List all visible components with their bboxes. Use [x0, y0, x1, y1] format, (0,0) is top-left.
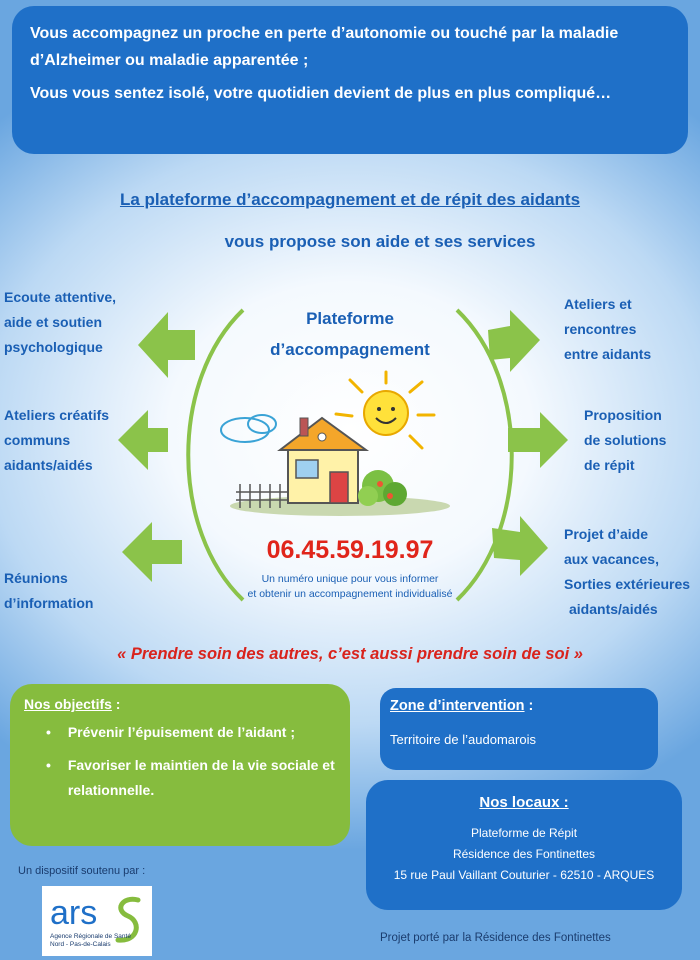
service-left-3-line1: Réunions: [4, 570, 68, 586]
objectives-list: [24, 720, 336, 803]
phone-number[interactable]: 06.45.59.19.97: [266, 536, 434, 564]
objectives-heading-text: Nos objectifs: [24, 696, 112, 712]
locaux-address: [366, 823, 682, 886]
service-left-1-line3: psychologique: [4, 339, 103, 355]
service-right-3-line2: aux vacances,: [564, 551, 659, 567]
arrow-left-1: [138, 312, 195, 378]
objective-text: Prévenir l’épuisement de l’aidant ;: [67, 724, 296, 740]
objectives-box: [10, 684, 350, 846]
service-left-1-line1: Ecoute attentive,: [4, 289, 117, 305]
ars-logo-sub2: Nord - Pas-de-Calais: [50, 941, 111, 948]
phone-note-line1: Un numéro unique pour vous informer: [261, 573, 439, 585]
service-right-2-line2: de solutions: [584, 432, 667, 448]
phone-note-line2: et obtenir un accompagnement individualisé: [247, 588, 453, 600]
service-right-1-line1: Ateliers et: [564, 296, 632, 312]
service-right-2: [584, 403, 666, 478]
main-title-text: La plateforme d’accompagnement et de répit des aidants: [119, 190, 581, 209]
cloud-drawing: [221, 415, 276, 442]
service-left-2: [4, 403, 109, 478]
zone-box: [380, 688, 658, 770]
project-credit: Projet porté par la Résidence des Fontinettes: [380, 932, 611, 944]
service-right-3-line1: Projet d’aide: [564, 526, 649, 542]
bullet-icon: •: [46, 724, 51, 740]
objectives-heading: [24, 696, 336, 712]
locaux-box: [366, 780, 682, 910]
platform-title-line1: Plateforme: [306, 309, 394, 328]
zone-heading: [390, 698, 648, 714]
ars-logo: [42, 886, 152, 956]
bullet-icon: •: [46, 757, 51, 773]
sub-title: vous propose son aide et ses services: [224, 232, 536, 251]
zone-value: Territoire de l’audomarois: [390, 732, 536, 747]
service-left-1-line2: aide et soutien: [4, 314, 103, 330]
objective-item: [24, 753, 336, 803]
service-right-1-line3: entre aidants: [564, 346, 652, 362]
service-right-1-line2: rencontres: [564, 321, 637, 337]
service-left-3: [4, 566, 93, 616]
ars-logo-text: ars: [50, 894, 98, 932]
arrow-right-2: [508, 412, 568, 468]
objective-item: [24, 720, 336, 745]
service-right-1: [564, 292, 651, 367]
service-right-3: [564, 522, 700, 622]
platform-title: [210, 303, 490, 365]
service-right-2-line3: de répit: [584, 457, 635, 473]
bush-drawing: [358, 470, 407, 506]
phone-note: [200, 572, 500, 602]
zone-heading-text: Zone d’intervention: [390, 698, 525, 714]
service-right-3-line3: Sorties extérieures: [564, 576, 691, 592]
service-left-1: [4, 285, 116, 360]
zone-heading-colon: :: [524, 698, 534, 714]
arrow-left-3: [122, 522, 182, 582]
service-right-2-line1: Proposition: [584, 407, 662, 423]
support-label: Un dispositif soutenu par :: [18, 865, 146, 877]
objectives-heading-colon: :: [111, 696, 121, 712]
sun-drawing: [336, 372, 434, 448]
ars-logo-graphic: [42, 886, 152, 956]
house-drawing: [280, 418, 366, 503]
locaux-line3: 15 rue Paul Vaillant Couturier - 62510 - ARQUES: [393, 868, 655, 882]
service-left-2-line2: communs: [4, 432, 71, 448]
locaux-line2: Résidence des Fontinettes: [452, 847, 596, 861]
locaux-heading: Nos locaux :: [479, 794, 569, 811]
service-left-2-line3: aidants/aidés: [4, 457, 93, 473]
platform-title-line2: d’accompagnement: [270, 340, 430, 359]
quote: « Prendre soin des autres, c’est aussi prendre soin de soi »: [117, 645, 583, 663]
service-left-2-line1: Ateliers créatifs: [4, 407, 110, 423]
arrow-left-2: [118, 410, 168, 470]
ars-logo-sub1: Agence Régionale de Santé: [50, 933, 131, 940]
header-line-2: Vous vous sentez isolé, votre quotidien devient de plus en plus compliqué…: [30, 85, 612, 102]
header-line-1: Vous accompagnez un proche en perte d’autonomie ou touché par la maladie d’Alzheimer ou maladie apparentée ;: [30, 25, 619, 69]
arrow-right-1: [488, 310, 540, 372]
service-left-3-line2: d’information: [4, 595, 94, 611]
service-right-3-line4: aidants/aidés: [569, 601, 658, 617]
objective-text: Favoriser le maintien de la vie sociale et relationnelle.: [67, 757, 335, 798]
locaux-line1: Plateforme de Répit: [470, 826, 578, 840]
